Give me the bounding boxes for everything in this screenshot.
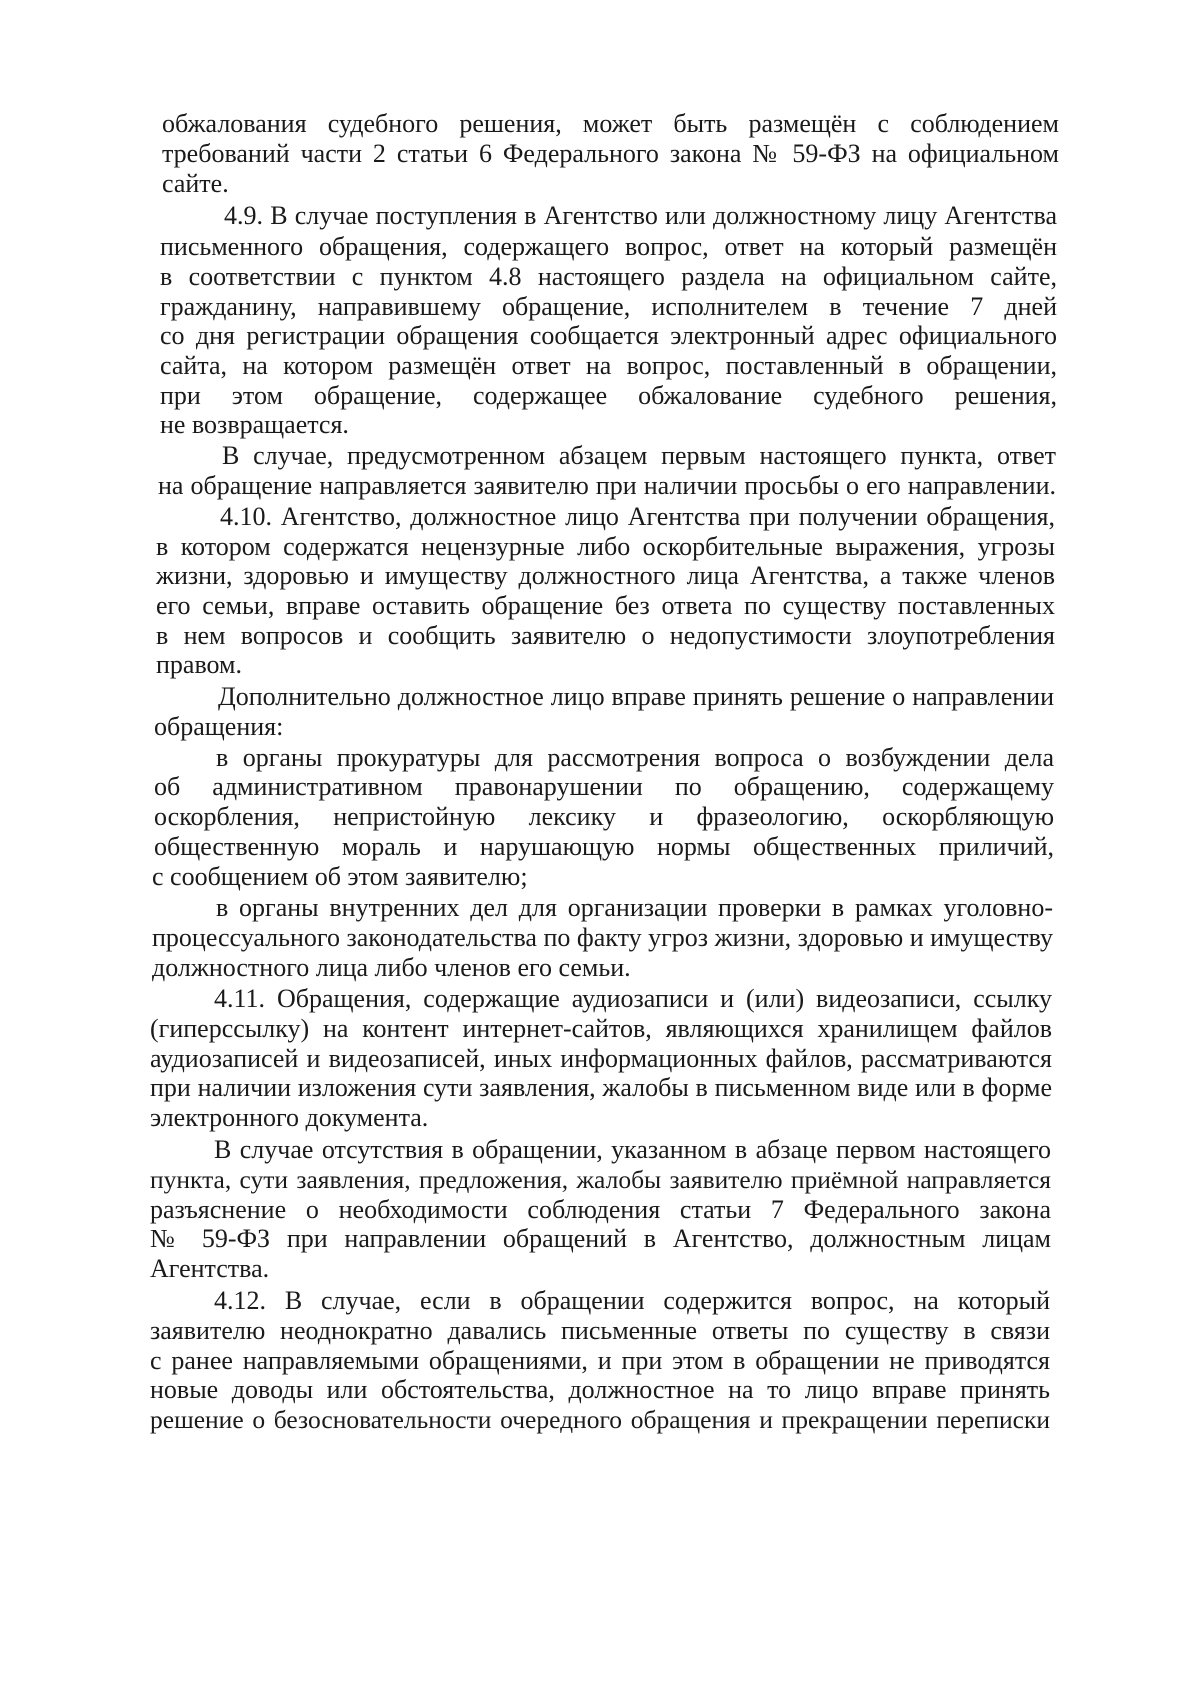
text-line: требований части 2 статьи 6 Федерального закона № 59-ФЗ на официальном [162,139,1059,168]
text-line: 4.12. В случае, если в обращении содержится вопрос, на который [214,1286,1050,1315]
text-line: об административном правонарушении по обращению, содержащему [154,772,1054,801]
text-line: Агентства. [150,1254,270,1283]
text-line: В случае, предусмотренном абзацем первым настоящего пункта, ответ [222,441,1056,470]
text-line: процессуального законодательства по факту угроз жизни, здоровью и имуществу [152,923,1053,952]
text-line: Дополнительно должностное лицо вправе принять решение о направлении [218,682,1054,711]
text-line: при наличии изложения сути заявления, жалобы в письменном виде или в форме [150,1073,1052,1102]
text-line: письменного обращения, содержащего вопрос, ответ на который размещён [160,232,1057,261]
text-line: заявителю неоднократно давались письменные ответы по существу в связи [150,1316,1050,1345]
text-line: со дня регистрации обращения сообщается электронный адрес официального [160,321,1057,350]
text-line: в котором содержатся нецензурные либо оскорбительные выражения, угрозы [156,532,1055,561]
text-line: в органы внутренних дел для организации проверки в рамках уголовно- [216,893,1053,922]
text-line: аудиозаписей и видеозаписей, иных информационных файлов, рассматриваются [150,1044,1052,1073]
text-line: обжалования судебного решения, может быть размещён с соблюдением [162,109,1059,138]
text-line: в соответствии с пунктом 4.8 настоящего раздела на официальном сайте, [160,262,1057,291]
text-line: решение о безосновательности очередного обращения и прекращении переписки [150,1405,1050,1434]
text-line: гражданину, направившему обращение, исполнителем в течение 7 дней [160,292,1057,321]
text-line: электронного документа. [150,1103,429,1132]
text-line: пункта, сути заявления, предложения, жалобы заявителю приёмной направляется [150,1165,1051,1194]
text-line: правом. [156,650,243,679]
text-line: на обращение направляется заявителю при наличии просьбы о его направлении. [158,471,1056,500]
text-line: В случае отсутствия в обращении, указанном в абзаце первом настоящего [214,1135,1051,1164]
text-line: (гиперссылку) на контент интернет-сайтов, являющихся хранилищем файлов [150,1014,1052,1043]
text-line: 4.11. Обращения, содержащие аудиозаписи и (или) видеозаписи, ссылку [214,984,1052,1013]
text-line: разъяснение о необходимости соблюдения статьи 7 Федерального закона [150,1195,1051,1224]
text-line: 4.9. В случае поступления в Агентство или должностному лицу Агентства [224,201,1057,230]
text-line: жизни, здоровью и имуществу должностного лица Агентства, а также членов [156,561,1055,590]
text-line: с сообщением об этом заявителю; [152,862,528,891]
text-line: № 59-ФЗ при направлении обращений в Агентство, должностным лицам [150,1224,1051,1253]
text-line: оскорбления, непристойную лексику и фразеологию, оскорбляющую [154,802,1054,831]
text-line: в нем вопросов и сообщить заявителю о недопустимости злоупотребления [156,621,1055,650]
text-line: в органы прокуратуры для рассмотрения вопроса о возбуждении дела [216,743,1054,772]
text-line: сайте. [162,169,229,198]
text-line: обращения: [154,712,284,741]
text-line: сайта, на котором размещён ответ на вопрос, поставленный в обращении, [160,351,1057,380]
text-line: общественную мораль и нарушающую нормы общественных приличий, [154,832,1054,861]
text-line: с ранее направляемыми обращениями, и при этом в обращении не приводятся [150,1346,1050,1375]
text-line: при этом обращение, содержащее обжалование судебного решения, [160,381,1057,410]
text-line: не возвращается. [160,410,349,439]
text-line: его семьи, вправе оставить обращение без ответа по существу поставленных [156,591,1055,620]
text-line: новые доводы или обстоятельства, должностное на то лицо вправе принять [150,1375,1050,1404]
text-line: 4.10. Агентство, должностное лицо Агентства при получении обращения, [220,502,1055,531]
text-line: должностного лица либо членов его семьи. [152,953,631,982]
